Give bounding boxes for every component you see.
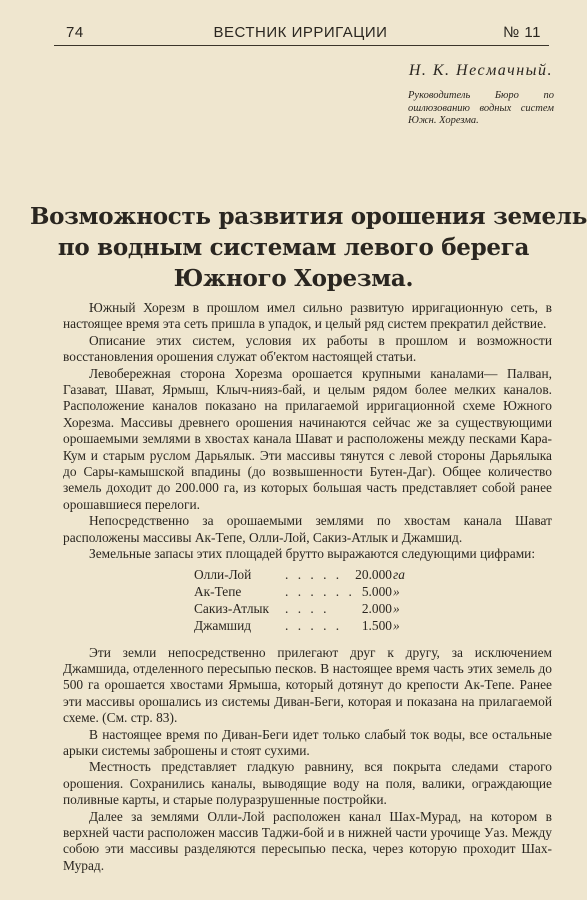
running-header [54, 24, 547, 44]
paragraph: Местность представляет гладкую равнину, вся покрыта следами старого орошения. Сохранились каналы, выводящие воду на поля, валики, ограждающие поливные карты, и старые полуразрушенные постройки. [63, 759, 552, 808]
land-value: 2.000 [361, 600, 392, 616]
land-reserves-table [63, 567, 552, 635]
land-unit: » [393, 617, 400, 633]
paragraph: Левобережная сторона Хорезма орошается крупными каналами— Палван, Газават, Шават, Ярмыш, Клыч-нияз-бай, и целым рядом более мелких каналов. Расположение каналов показано на прилагаемой ирригационной схеме Южного Хорезма. Массивы древнего орошения начинаются сейчас же за существующими орошаемыми землями в хвостах канала Шават и расположены между песками Кара-Кум и старым руслом Дарьялык. Эти массивы тянутся с левой стороны Дарьялыка до Сары-камышской впадины (до возвышенности Бутен-Даг). Общее количество земель доходит до 200.000 га, из которых большая часть представляет собой ранее орошавшиеся перелоги. [63, 365, 552, 512]
land-value: 1.500 [361, 617, 392, 633]
paragraph: Непосредственно за орошаемыми землями по хвостам канала Шават расположены массивы Ак-Тепе, Олли-Лой, Сакиз-Атлык и Джамшид. [63, 513, 552, 545]
land-unit: » [393, 600, 400, 616]
article-title [30, 201, 587, 294]
title-line: Возможность развития орошения земель [30, 203, 587, 230]
page-number: 74 [66, 24, 84, 41]
paragraph: Далее за землями Олли-Лой расположен канал Шах-Мурад, на котором в верхней части расположен массив Таджи-бой и в нижней части урочище Уаз. Между собою эти массивы разделяются пересыпью песка, через которую проходит Шах-Мурад. [63, 808, 552, 873]
header-rule [54, 45, 549, 46]
land-row [63, 567, 552, 584]
article-body [63, 300, 552, 874]
land-unit: га [393, 566, 405, 582]
leader-dots: . . . . . [285, 617, 343, 633]
author-position: Руководитель Бюро по ошлюзованию водных систем Южн. Хорезма. [408, 90, 554, 126]
leader-dots: . . . . . . [285, 583, 355, 599]
paragraph: Южный Хорезм в прошлом имел сильно развитую ирригационную сеть, в настоящее время эта сеть пришла в упадок, и целый ряд систем прекратил действие. [63, 300, 552, 332]
issue-number: № 11 [503, 24, 541, 41]
paragraph: Земельные запасы этих площадей брутто выражаются следующими цифрами: [89, 546, 536, 562]
title-line: по водным системам левого берега [57, 234, 530, 261]
journal-title: ВЕСТНИК ИРРИГАЦИИ [213, 24, 388, 41]
leader-dots: . . . . [285, 600, 330, 616]
author-name: Н. К. Несмачный. [408, 62, 553, 79]
land-row [63, 618, 552, 635]
land-value: 5.000 [361, 583, 392, 599]
land-unit: » [393, 583, 400, 599]
land-name: Сакиз-Атлык [194, 600, 270, 616]
paragraph: В настоящее время по Диван-Беги идет только слабый ток воды, все остальные арыки системы заброшены и стоят сухими. [63, 726, 552, 758]
land-row [63, 584, 552, 601]
land-row [63, 601, 552, 618]
land-name: Олли-Лой [194, 566, 252, 582]
paragraph: Описание этих систем, условия их работы в прошлом и возможности восстановления орошения служат об'ектом настоящей статьи. [63, 332, 552, 365]
title-line: Южного Хорезма. [173, 265, 414, 292]
paragraph: Эти земли непосредственно прилегают друг к другу, за исключением Джамшида, отделенного пересыпью песков. В настоящее время часть этих земель до 500 га орошается хвостами Ярмыша, который дотянут до крепости Ак-Тепе. Ранее эти массивы орошались из системы Диван-Беги, которая и показана на прилагаемой схеме. (См. стр. 83). [63, 644, 552, 726]
land-value: 20.000 [355, 566, 392, 582]
land-name: Джамшид [194, 617, 252, 633]
land-name: Ак-Тепе [194, 583, 242, 599]
leader-dots: . . . . . [285, 566, 343, 582]
